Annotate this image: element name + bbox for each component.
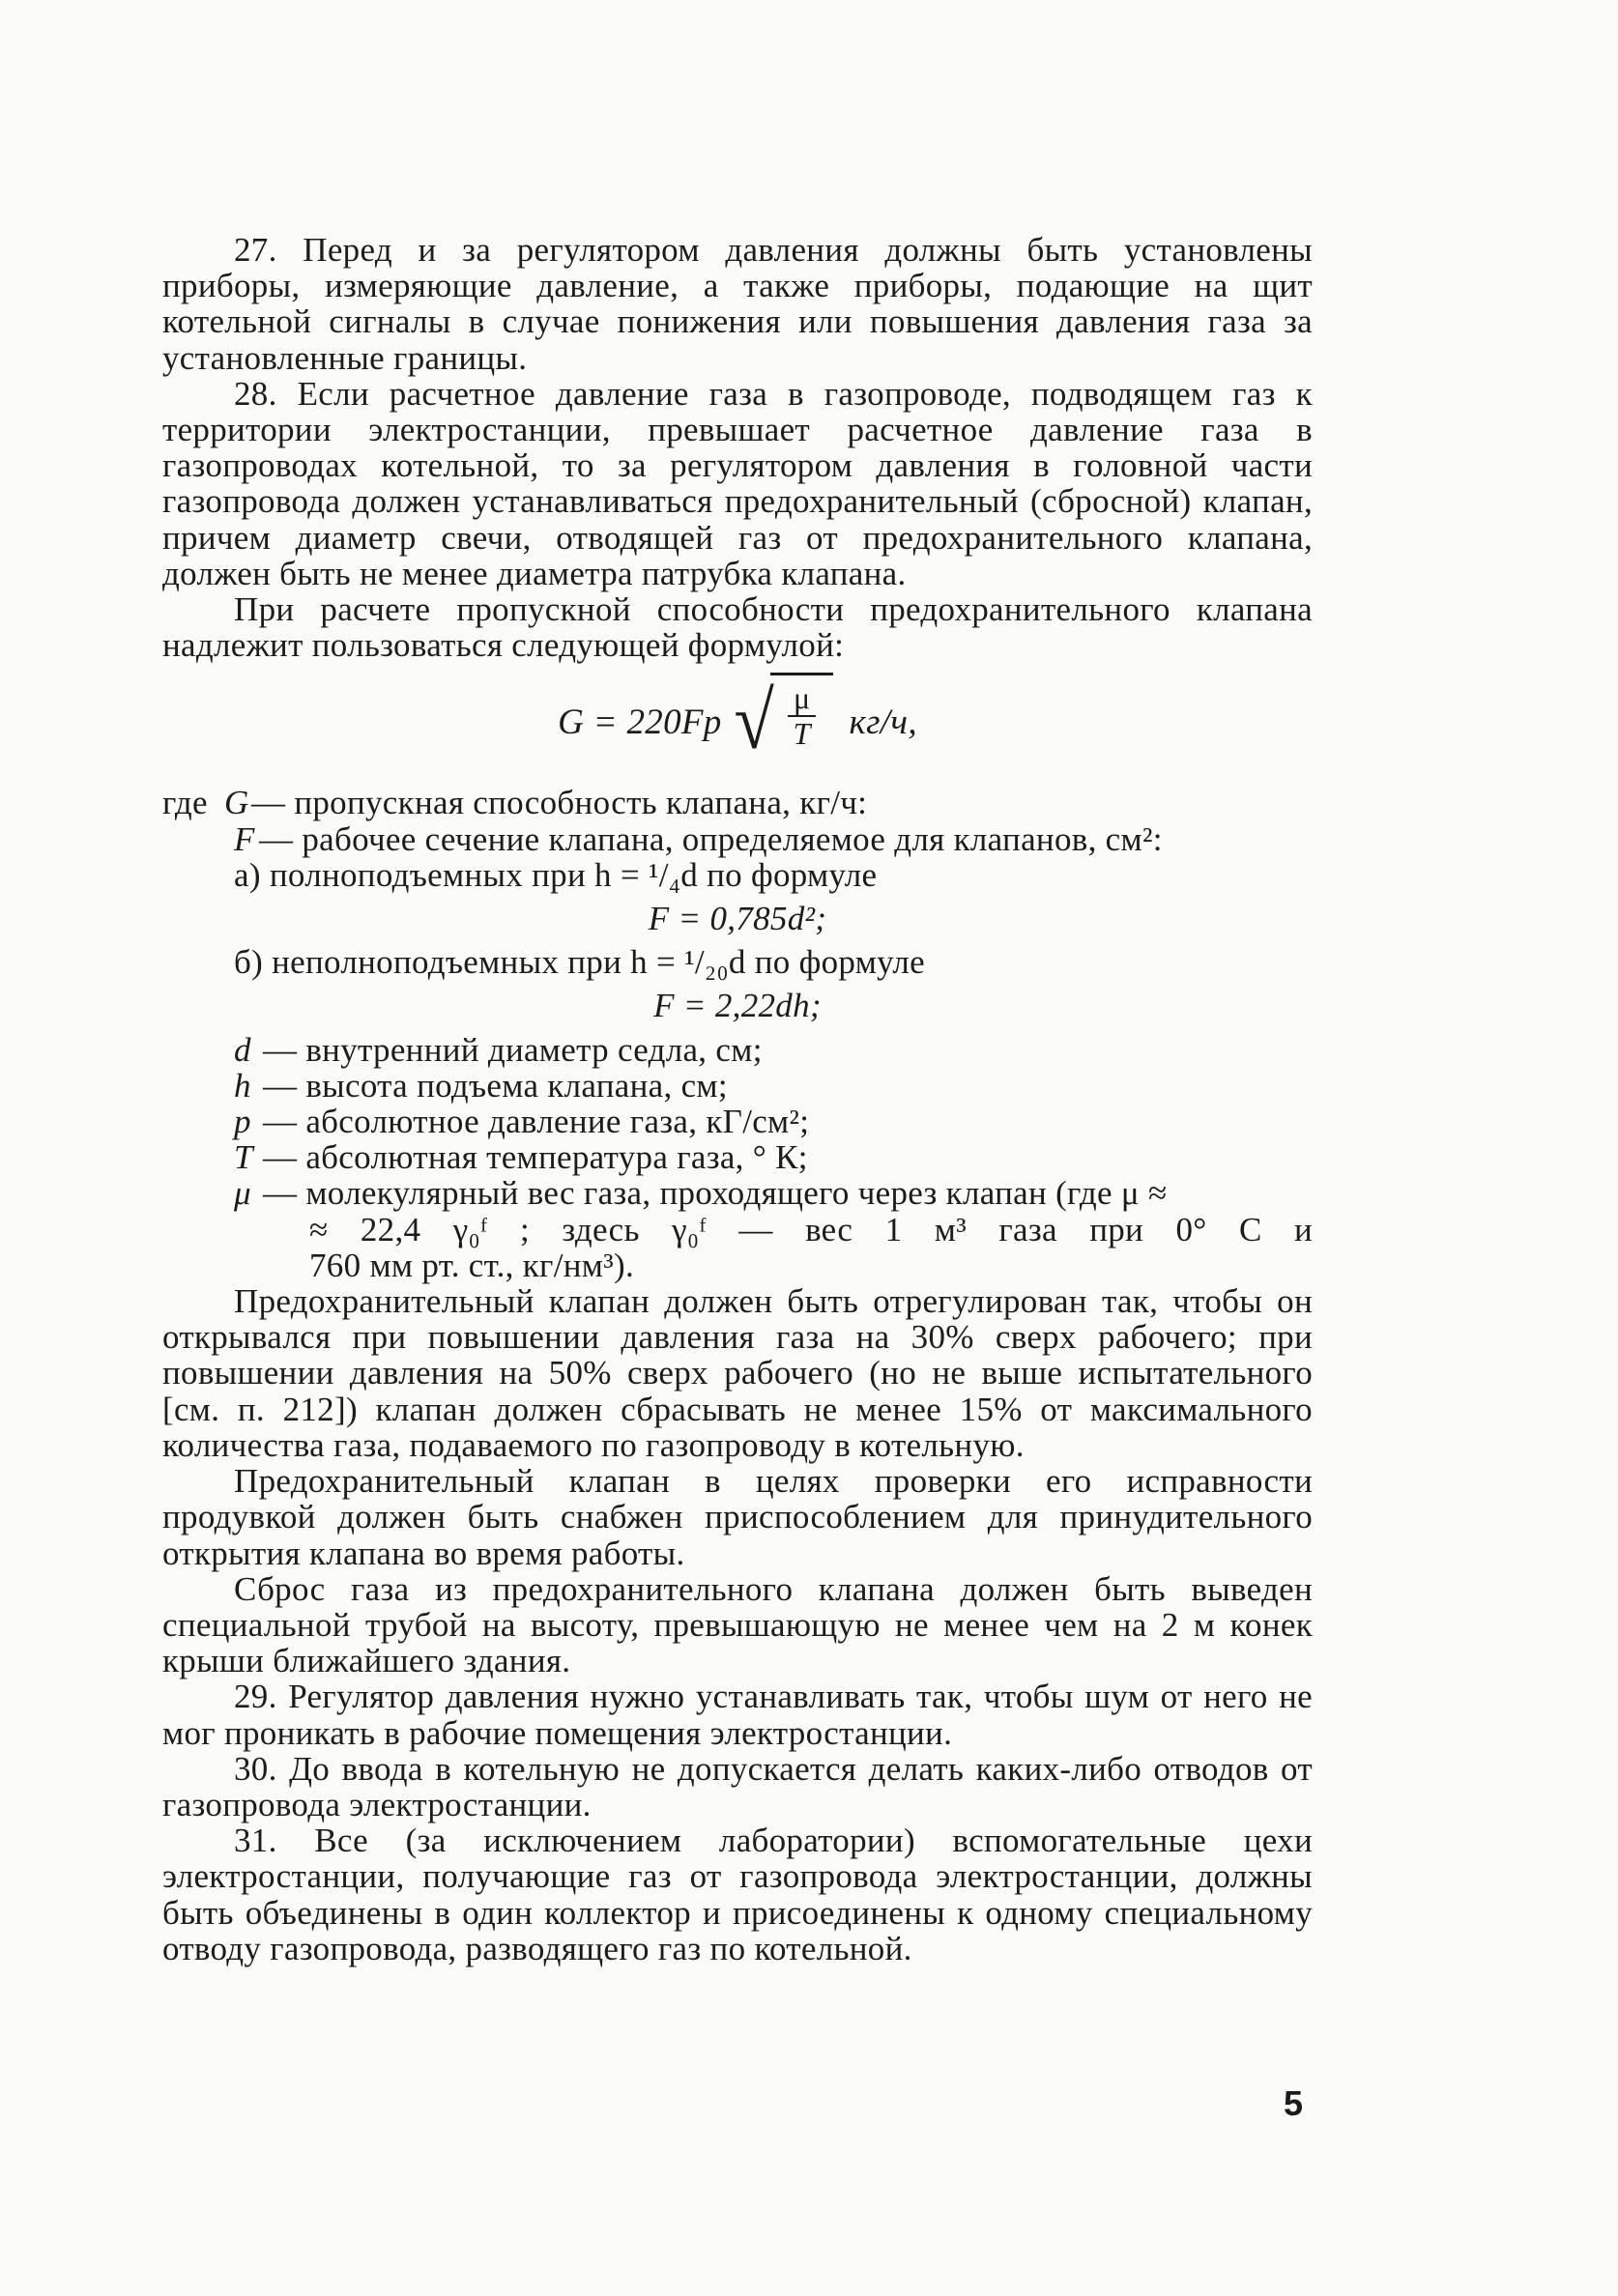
formula-lhs: G = 220Fp (558, 702, 722, 742)
radicand (770, 673, 833, 751)
fraction-numerator: μ (788, 681, 816, 717)
paragraph-valve-check: Предохранительный клапан в целях проверки его исправности продувкой должен быть снабжен приспособлением для принудительного открытия клапана во время работы. (162, 1462, 1313, 1572)
definition-p (162, 1104, 1313, 1139)
definitions (162, 785, 1313, 1283)
fraction (788, 681, 816, 751)
formula-a: F = 0,785d²; (648, 900, 827, 938)
definition-lead: где (162, 784, 208, 822)
page-number: 5 (1284, 2083, 1304, 2123)
square-root (732, 676, 834, 767)
definition-d-text: — внутренний диаметр седла, см; (263, 1030, 763, 1069)
paragraph-31: 31. Все (за исключением лаборатории) вспомогательные цехи электростанции, получающие газ от газопровода электростанции, должны быть объединены в один коллектор и присоединены к одному специальному отводу газопровода, разводящего газ по котельной. (162, 1822, 1313, 1967)
symbol-h: h (234, 1066, 251, 1105)
definition-mu-text: — молекулярный вес газа, проходящего через клапан (где μ ≈ (263, 1174, 1168, 1213)
definition-f-text: — рабочее сечение клапана, определяемое для клапанов, см²: (259, 819, 1163, 858)
main-formula (162, 669, 1313, 775)
symbol-p: p (234, 1103, 251, 1141)
body-text (162, 232, 1313, 1966)
symbol-g: G (224, 784, 249, 822)
definition-f (162, 821, 1313, 857)
item-b: б) неполноподъемных при h = ¹/₂₀d по формуле (234, 943, 926, 982)
paragraph-28: 28. Если расчетное давление газа в газопроводе, подводящем газ к территории электростанции, превышает расчетное давление газа в газопроводах котельной, то за регулятором давления в головной части газопровода должен устанавливаться предохранительный (сбросной) клапан, причем диаметр свечи, отводящей газ от предохранительного клапана, должен быть не менее диаметра патрубка клапана. (162, 374, 1313, 592)
paragraph-relief-valve-setting: Предохранительный клапан должен быть отрегулирован так, чтобы он открывался при повышении давления газа на 30% сверх рабочего; при повышении давления на 50% сверх рабочего (но не выше испытательного [см. п. 212]) клапан должен сбрасывать не менее 15% от максимального количества газа, подаваемого по газопроводу в котельную. (162, 1282, 1313, 1464)
paragraph-30: 30. До ввода в котельную не допускается делать каких-либо отводов от газопровода электростанции. (162, 1749, 1313, 1823)
paragraph-calculation-intro: При расчете пропускной способности предохранительного клапана надлежит пользоваться следующей формулой: (162, 590, 1313, 665)
definition-d (162, 1032, 1313, 1068)
radical-sign: √ (733, 676, 774, 767)
paragraph-gas-vent: Сброс газа из предохранительного клапана должен быть выведен специальной трубой на высоту, превышающую не менее чем на 2 м конек крыши ближайшего здания. (162, 1569, 1313, 1680)
definition-mu (162, 1175, 1313, 1211)
symbol-d: d (234, 1030, 251, 1069)
formula-unit: кг/ч, (849, 702, 917, 742)
definition-g-text: — пропускная способность клапана, кг/ч: (251, 784, 868, 822)
definition-h (162, 1068, 1313, 1104)
definition-g (162, 785, 1313, 820)
definition-mu-continuation-2: 760 мм рт. ст., кг/нм³). (309, 1246, 635, 1284)
symbol-mu: μ (234, 1174, 251, 1213)
definition-p-text: — абсолютное давление газа, кГ/см²; (263, 1103, 810, 1141)
fraction-denominator: T (793, 715, 811, 751)
symbol-t: T (234, 1138, 253, 1177)
symbol-list (162, 1032, 1313, 1283)
definition-mu-continuation-1: ≈ 22,4 γ₀ᶠ ; здесь γ₀ᶠ — вес 1 м³ газа при 0° С и (309, 1210, 1313, 1248)
formula-b: F = 2,22dh; (653, 987, 822, 1025)
paragraph-27: 27. Перед и за регулятором давления должны быть установлены приборы, измеряющие давление, а также приборы, подающие на щит котельной сигналы в случае понижения или повышения давления газа за установленные границы. (162, 231, 1313, 377)
definition-h-text: — высота подъема клапана, см; (263, 1066, 728, 1105)
item-a: а) полноподъемных при h = ¹/₄d по формуле (234, 855, 878, 894)
definition-t (162, 1139, 1313, 1175)
definition-t-text: — абсолютная температура газа, ° К; (263, 1138, 808, 1177)
paragraph-29: 29. Регулятор давления нужно устанавливать так, чтобы шум от него не мог проникать в рабочие помещения электростанции. (162, 1678, 1313, 1752)
symbol-f: F (234, 819, 255, 858)
